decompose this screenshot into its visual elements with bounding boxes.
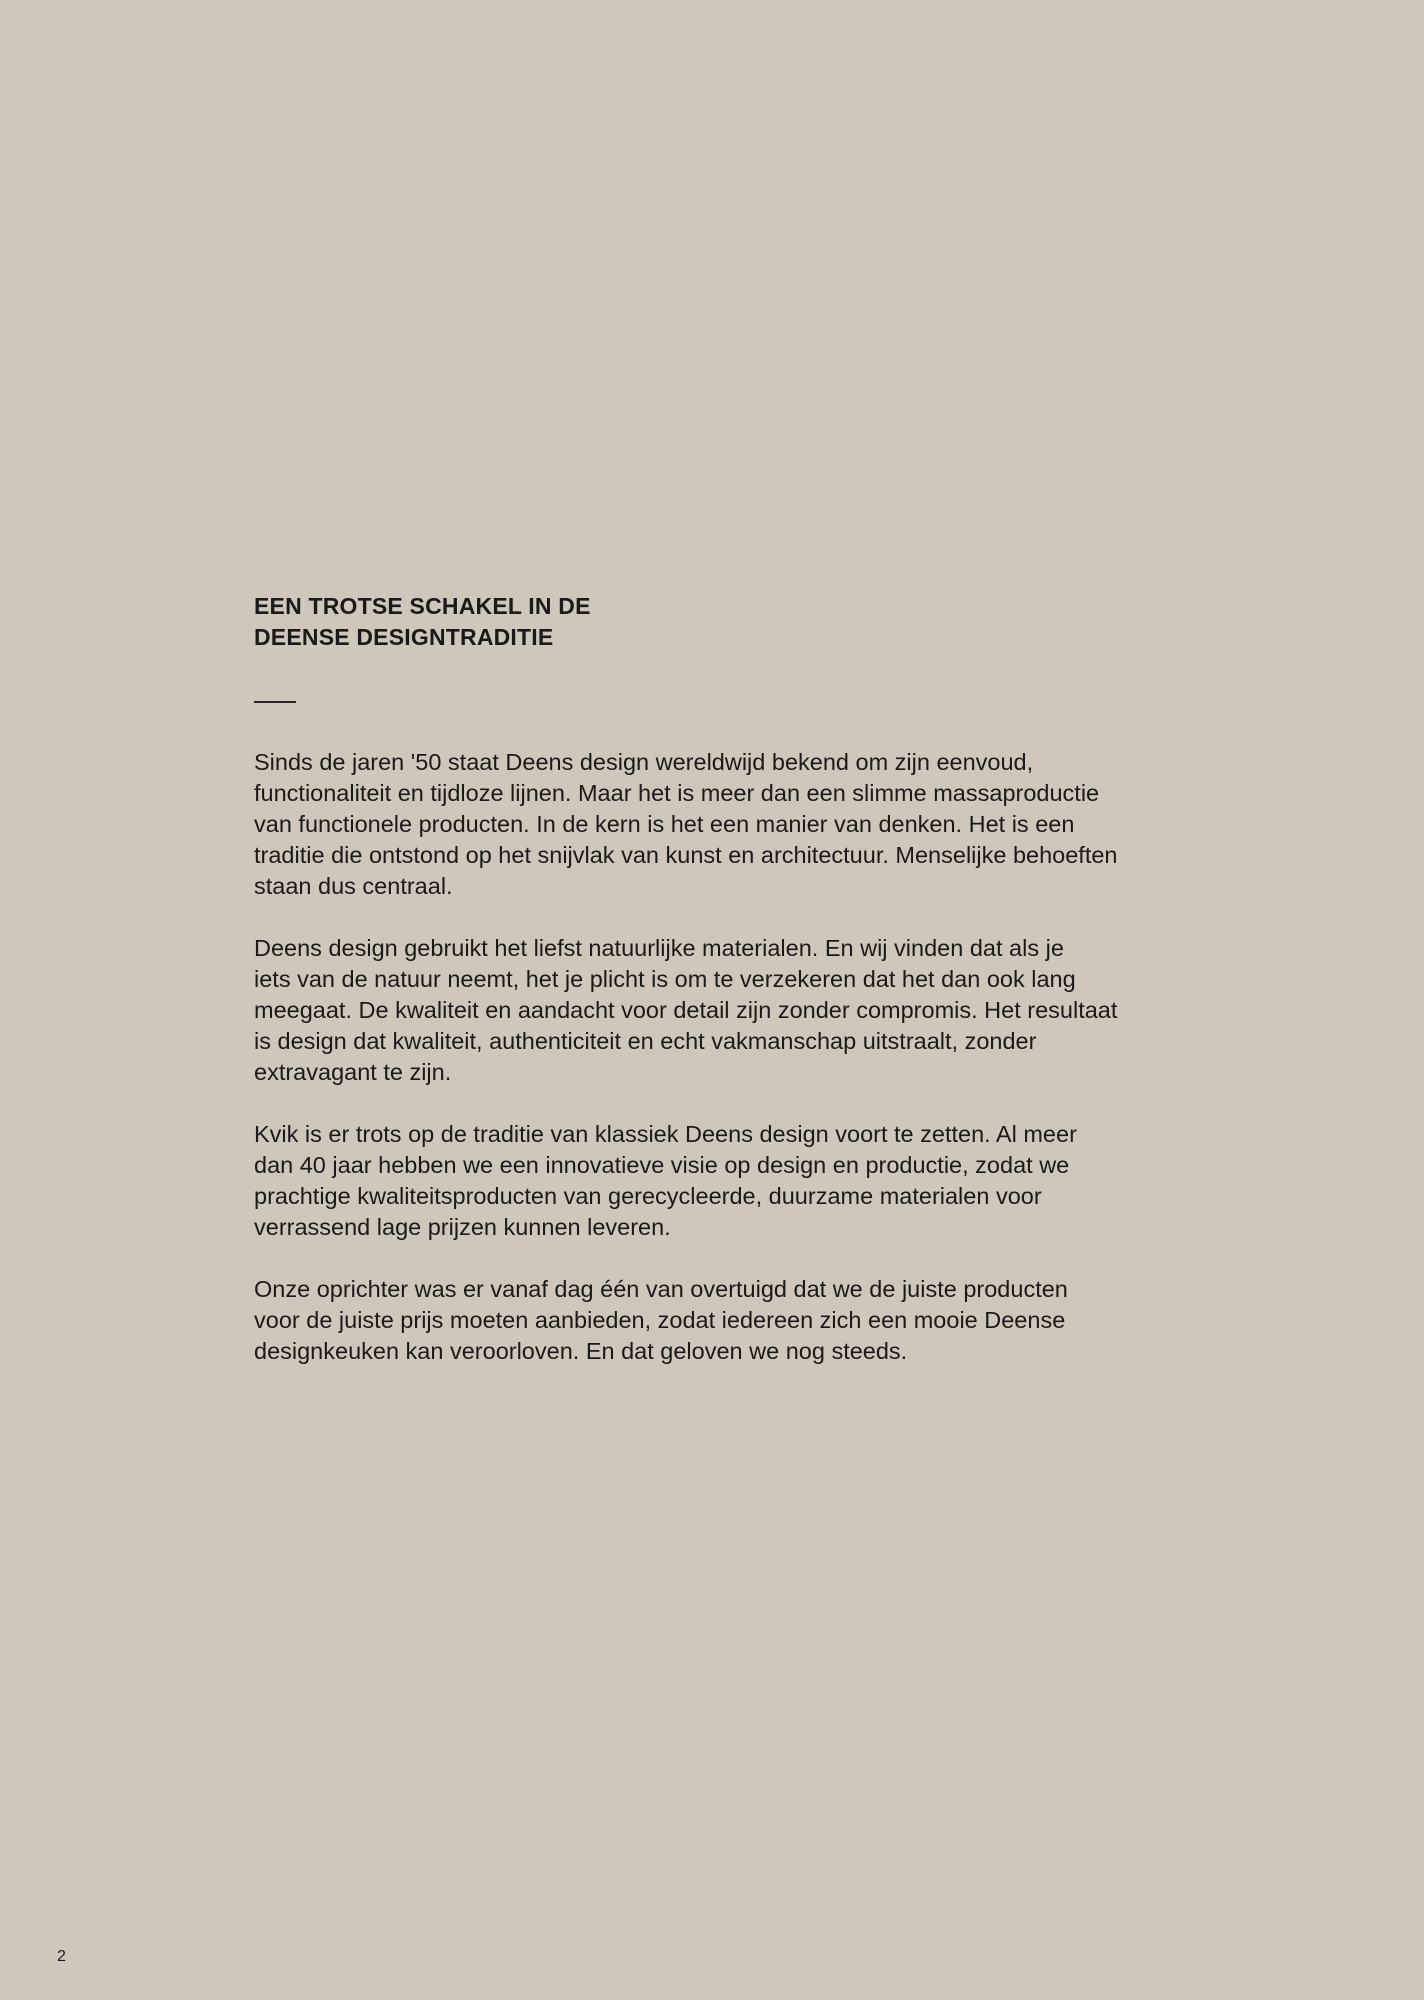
- paragraph-2: [254, 933, 1174, 1088]
- paragraph-line: voor de juiste prijs moeten aanbieden, zodat iedereen zich een mooie Deense: [254, 1307, 1066, 1333]
- article-content: [254, 591, 1174, 1398]
- paragraph-line: prachtige kwaliteitsproducten van gerecycleerde, duurzame materialen voor: [254, 1183, 1042, 1209]
- page-title: [254, 591, 1174, 653]
- paragraph-3: [254, 1119, 1174, 1243]
- paragraph-line: traditie die ontstond op het snijvlak van kunst en architectuur. Menselijke behoeften: [254, 842, 1118, 868]
- title-line-2: DEENSE DESIGNTRADITIE: [254, 624, 554, 650]
- paragraph-line: verrassend lage prijzen kunnen leveren.: [254, 1214, 671, 1240]
- paragraph-line: extravagant te zijn.: [254, 1059, 452, 1085]
- page-number: 2: [57, 1948, 66, 1965]
- paragraph-line: Deens design gebruikt het liefst natuurlijke materialen. En wij vinden dat als je: [254, 935, 1064, 961]
- paragraph-line: Kvik is er trots op de traditie van klassiek Deens design voort te zetten. Al meer: [254, 1121, 1077, 1147]
- paragraph-line: is design dat kwaliteit, authenticiteit en echt vakmanschap uitstraalt, zonder: [254, 1028, 1037, 1054]
- paragraph-line: van functionele producten. In de kern is het een manier van denken. Het is een: [254, 811, 1075, 837]
- paragraph-line: meegaat. De kwaliteit en aandacht voor detail zijn zonder compromis. Het resultaat: [254, 997, 1118, 1023]
- paragraph-line: Sinds de jaren '50 staat Deens design wereldwijd bekend om zijn eenvoud,: [254, 749, 1034, 775]
- paragraph-1: [254, 747, 1174, 902]
- paragraph-line: functionaliteit en tijdloze lijnen. Maar het is meer dan een slimme massaproductie: [254, 780, 1100, 806]
- title-divider: [254, 701, 296, 703]
- body-text: [254, 747, 1174, 1367]
- paragraph-line: Onze oprichter was er vanaf dag één van overtuigd dat we de juiste producten: [254, 1276, 1068, 1302]
- paragraph-line: designkeuken kan veroorloven. En dat geloven we nog steeds.: [254, 1338, 908, 1364]
- title-line-1: EEN TROTSE SCHAKEL IN DE: [254, 593, 591, 619]
- paragraph-line: dan 40 jaar hebben we een innovatieve visie op design en productie, zodat we: [254, 1152, 1070, 1178]
- paragraph-4: [254, 1274, 1174, 1367]
- paragraph-line: iets van de natuur neemt, het je plicht is om te verzekeren dat het dan ook lang: [254, 966, 1076, 992]
- paragraph-line: staan dus centraal.: [254, 873, 453, 899]
